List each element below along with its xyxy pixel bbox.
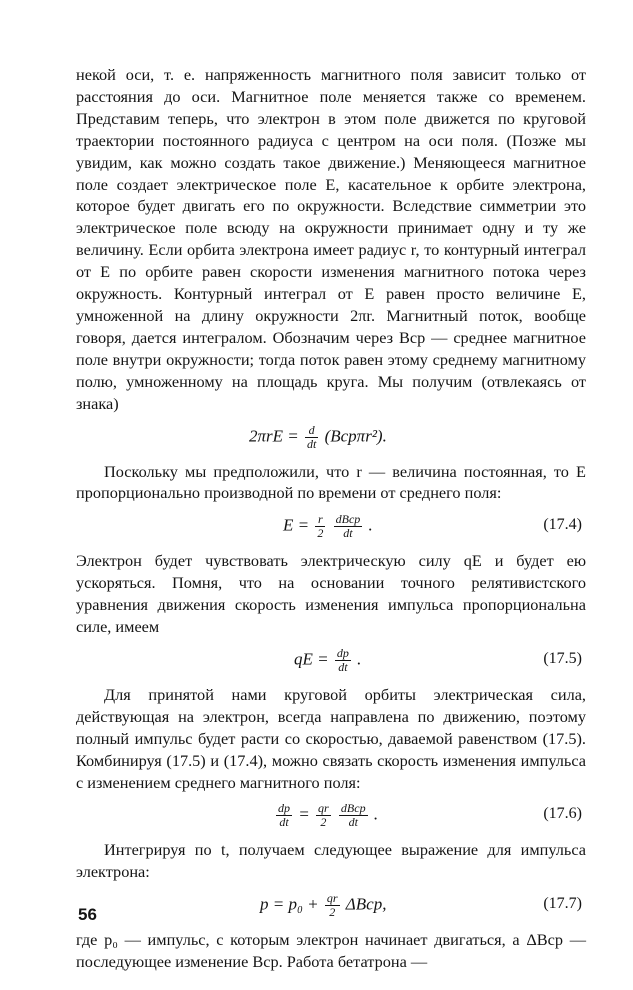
eq4-den-2: dt (343, 526, 353, 541)
eq4-num-2: dBср (335, 512, 361, 527)
paragraph-1: некой оси, т. е. напряженность магнитного поля зависит только от расстояния до оси. Магнитное поле меняется также со временем. Представим теперь, что электрон в этом поле движется по круговой траектории постоянного радиуса с центром на оси поля. (Позже мы увидим, как можно создать такое движение.) Меняющееся магнитное поле создает электрическое поле E, касательное к орбите электрона, которое будет двигать его по окружности. Вследствие симметрии это электрическое поле всюду на окружности принимает одну и ту же величину. Если орбита электрона имеет радиус r, то контурный интеграл от E по орбите равен скорости изменения магнитного потока через окружность. Контурный интеграл от E равен просто величине E, умноженной на длину окружности 2πr. Магнитный поток, вообще говоря, дается интегралом. Обозначим через Bср — среднее магнитное поле внутри окружности; тогда поток равен этому среднему магнитному полю, умноженному на площадь круга. Мы получим (отвлекаясь от знака) (76, 65, 586, 413)
eq7-rhs: ΔBср, (345, 894, 387, 914)
eq4-lhs: E = (283, 515, 310, 535)
eq5-lhs: qE = (294, 649, 329, 669)
equation-17-5 (76, 638, 586, 684)
eq4-fraction-2 (334, 513, 363, 540)
eq1-num: d (305, 424, 318, 438)
eq1-lhs: 2πrE = (249, 425, 299, 445)
equation-17-4 (76, 504, 586, 550)
eq5-den: dt (338, 659, 348, 674)
eq5-tail: . (357, 649, 362, 669)
equation-17-6-expr (274, 802, 378, 829)
paragraph-4: Для принятой нами круговой орбиты электрическая сила, действующая на электрон, всегда направлена по движению, поэтому полный импульс будет расти со скоростью, даваемой равенством (17.5). Комбинируя (17.5) и (17.4), можно связать скорость изменения импульса с изменением среднего магнитного поля: (76, 684, 586, 792)
eq6-fraction-2 (316, 802, 331, 829)
page-body (76, 64, 586, 973)
eq6-den-2: 2 (320, 815, 327, 830)
eq6-tail: . (373, 804, 379, 824)
eq6-fraction-1 (276, 802, 292, 829)
eq4-fraction-1 (315, 513, 325, 540)
equation-17-6 (76, 793, 586, 839)
equation-17-7 (76, 883, 586, 929)
paragraph-5: Интегрируя по t, получаем следующее выражение для импульса электрона: (76, 840, 586, 882)
equation-number-17-7: (17.7) (543, 895, 582, 913)
eq7-lhs: p = p₀ + (260, 894, 319, 914)
paragraph-6: где p₀ — импульс, с которым электрон начинает двигаться, а ΔBср — последующее изменение Bср. Работа бетатрона — (76, 930, 586, 972)
eq7-num: qr (326, 891, 338, 906)
paragraph-2: Поскольку мы предположили, что r — величина постоянная, то E пропорционально производной по времени от среднего поля: (76, 461, 586, 503)
eq6-fraction-3 (339, 802, 368, 829)
eq6-den-1: dt (279, 815, 289, 830)
eq1-rhs: (Bсрπr²). (324, 425, 387, 445)
eq7-den: 2 (329, 905, 336, 920)
eq6-num-1: dp (278, 801, 290, 816)
eq5-num: dp (336, 645, 349, 660)
eq6-den-3: dt (348, 815, 358, 830)
equation-flux (76, 415, 586, 461)
equation-number-17-5: (17.5) (543, 649, 582, 667)
eq6-num-3: dBср (340, 801, 366, 816)
eq4-den-1: 2 (317, 526, 324, 541)
eq6-eq: = (298, 804, 310, 824)
paragraph-3: Электрон будет чувствовать электрическую силу qE и будет ею ускоряться. Помня, что на основании точного релятивистского уравнения движения скорость изменения импульса пропорциональна силе, имеем (76, 551, 586, 637)
eq7-fraction (325, 892, 340, 919)
equation-flux-expr (249, 424, 387, 451)
page-number: 56 (78, 905, 97, 924)
eq1-fraction (305, 424, 318, 451)
equation-17-7-expr (260, 892, 386, 919)
equation-17-5-expr (294, 647, 361, 674)
eq5-fraction (335, 647, 351, 674)
eq4-num-1: r (315, 513, 325, 527)
eq4-tail: . (368, 515, 373, 535)
eq1-den: dt (307, 436, 317, 451)
eq6-num-2: qr (317, 801, 329, 816)
equation-number-17-6: (17.6) (543, 805, 582, 823)
equation-17-4-expr (283, 513, 373, 540)
equation-number-17-4: (17.4) (543, 516, 582, 534)
